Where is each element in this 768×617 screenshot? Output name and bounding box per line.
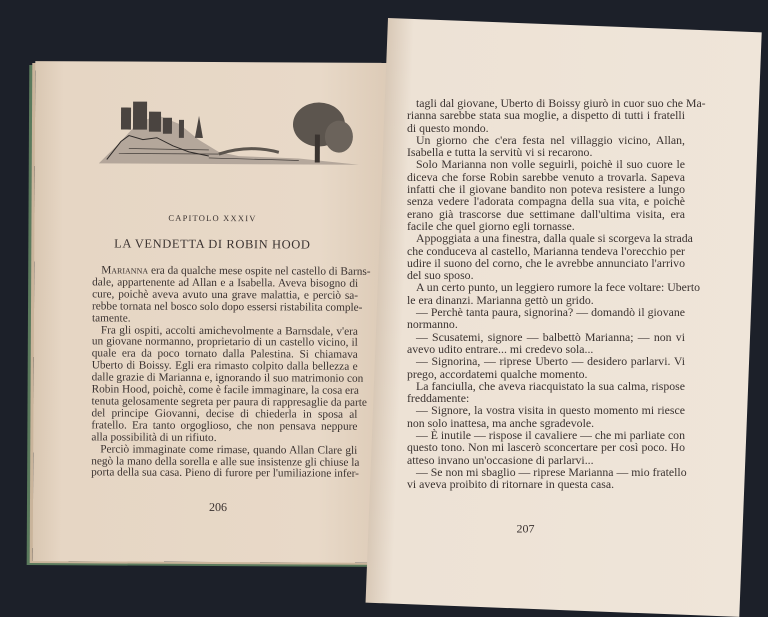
text-line: Un giorno che c'era festa nel villaggio vicino, Allan, — [415, 132, 685, 147]
text-line: tamente. — [91, 311, 131, 325]
castle-landscape-illustration — [99, 93, 359, 166]
text-line: — Signore, la vostra visita in questo momento mi riesce — [415, 403, 685, 418]
text-line: di questo mondo. — [406, 120, 489, 135]
text-line: non solo inattesa, ma anche sgradevole. — [406, 415, 595, 430]
left-page-text — [91, 264, 371, 481]
text-line: udire il suono del corno, che le avrebbe annunciato l'arrivo — [406, 255, 685, 270]
text-line: negò la mano della sorella e alle sue insistenze gli chiuse la — [91, 454, 360, 469]
text-line: vi aveva proibito di ritornare in questa casa. — [406, 476, 615, 491]
text-line: — Perchè tanta paura, signorina? — domandò il giovane — [415, 304, 685, 319]
text-line: — Se non mi sbaglio — riprese Marianna — mio fratello — [415, 464, 687, 479]
text-line: dalle grazie di Marianna e, ignorando il suo matrimonio con — [91, 371, 364, 385]
text-line: tagli dal giovane, Uberto di Boissy giurò in cuor suo che Ma- — [415, 95, 706, 110]
text-line: — Scusatemi, signore — balbettò Marianna; — non vi — [415, 329, 685, 344]
chapter-number: CAPITOLO XXXIV — [168, 212, 257, 224]
opening-word: Marianna — [101, 264, 149, 277]
text-line: tenuta gelosamente segreta per paura di rappresaglie da parte — [91, 395, 367, 409]
text-line: senza vedere l'adorata compagna della sua vita, e poichè — [406, 194, 685, 209]
text-line: Fra gli ospiti, accolti amichevolmente a Barnsdale, v'era — [100, 323, 358, 338]
text-line: porta della sua casa. Pieno di furore per l'umiliazione infer- — [91, 466, 359, 481]
page-number-left: 206 — [208, 499, 228, 515]
left-page — [33, 61, 392, 563]
text-line: che conduceva al castello, Marianna tendeva l'orecchio per — [406, 243, 685, 258]
right-page — [366, 18, 762, 617]
text-line: freddamente: — [406, 390, 470, 405]
right-page-text — [406, 95, 706, 491]
text-line: cure, poichè aveva avuto una grave malattia, e perciò sa- — [92, 288, 359, 302]
text-line: A un certo punto, un leggiero rumore la fece voltare: Uberto — [415, 280, 701, 295]
text-line: del suo sposo. — [406, 267, 474, 282]
page-number-right: 207 — [516, 521, 535, 536]
text-line: un giovane normanno, proprietario di un castello vicino, il — [91, 335, 358, 350]
text-line: le era dinanzi. Marianna gettò un grido. — [406, 292, 594, 307]
text-line: quale era da poco tornato dalla Palestina. Si chiamava — [91, 347, 358, 362]
text-line: diceva che forse Robin sarebbe venuto a trovarla. Sapeva — [406, 169, 685, 184]
text-line: alla possibilità di un rifiuto. — [91, 431, 217, 444]
text-line: Isabella e tutta la servitù vi si recarono. — [406, 144, 593, 159]
text-line: rebbe tornata nel bosco solo dopo essersi ristabilita comple- — [91, 300, 363, 314]
text-line: fratello. Era tanto orgoglioso, che non pensava neppure — [91, 419, 358, 433]
text-line: — Signorina, — riprese Uberto — desidero parlarvi. Vi — [415, 354, 685, 369]
text-line: del principe Giovanni, decise di chiederla in sposa al — [91, 407, 358, 421]
text-line: questo tono. Non mi lascerò sconcertare per così poco. Ho — [406, 440, 685, 455]
text-line: Robin Hood, poichè, come è facile immaginare, la cosa era — [91, 383, 359, 397]
text-line: avevo udito entrare... mi credevo sola... — [406, 341, 594, 356]
text-line: atteso invano un'occasione di parlarvi... — [406, 452, 594, 467]
text-line: La fanciulla, che aveva riacquistato la sua calma, rispose — [415, 378, 685, 393]
text-line: prego, accordatemi qualche momento. — [406, 366, 588, 381]
text-line: Perciò immaginate come rimase, quando Allan Clare gli — [100, 443, 358, 457]
text-line: facile che quel giorno egli tornasse. — [406, 218, 575, 233]
text-line: normanno. — [406, 317, 458, 332]
text-line: Appoggiata a una finestra, dalla quale si scorgeva la strada — [415, 231, 693, 246]
text-line: Solo Marianna non volle seguirli, poichè il suo cuore le — [415, 157, 685, 172]
text-line: — È inutile — rispose il cavaliere — che mi parliate con — [415, 427, 685, 442]
text-line: rianna sarebbe stata sua moglie, a dispetto di tutti i fratelli — [406, 108, 685, 123]
text-line: Marianna era da qualche mese ospite nel castello di Barns- — [101, 264, 371, 278]
text-line: dale, appartenente ad Allan e a Isabella. Aveva bisogno di — [92, 276, 359, 290]
text-line: infatti che il giovane bandito non poteva resistere a lungo — [406, 181, 685, 196]
text-line: erano già trascorse due settimane dall'ultima visita, era — [406, 206, 685, 221]
text-line: Uberto di Boissy. Egli era rimasto colpito dalla bellezza e — [91, 359, 358, 374]
chapter-title: LA VENDETTA DI ROBIN HOOD — [114, 236, 311, 252]
